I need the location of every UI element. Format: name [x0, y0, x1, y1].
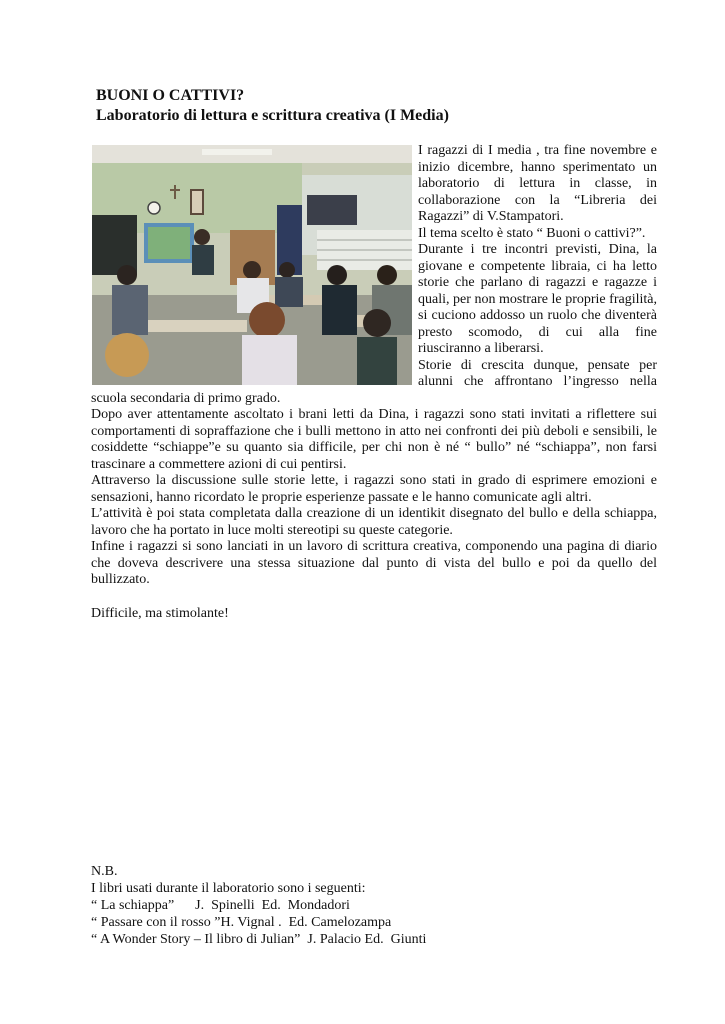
title-line-2: Laboratorio di lettura e scrittura creativa (I Media) — [96, 107, 449, 124]
book-notes — [91, 863, 657, 948]
closing-line: Difficile, ma stimolante! — [91, 605, 229, 621]
paragraph-meetings: Durante i tre incontri previsti, Dina, la giovane e competente libraia, ci ha letto storie che parlano di ragazzi e ragazze i quali, per non mostrare le proprie fragilità, si cuciono addosso un ruolo che diventerà presto scomodo, di cui alla fine riusciranno a liberarsi. — [418, 242, 657, 356]
paragraph-intro: I ragazzi di I media , tra fine novembre e inizio dicembre, hanno sperimentato un laboratorio di lettura in classe, in collaborazione con la “Libreria dei Ragazzi” di V.Stampatori. — [418, 143, 657, 224]
title-line-1: BUONI O CATTIVI? — [96, 87, 245, 104]
paragraph-writing: Infine i ragazzi si sono lanciati in un lavoro di scrittura creativa, componendo una pagina di diario che doveva descrivere una stessa situazione dal punto di vista del bullo e poi da quello del bullizzato. — [91, 539, 657, 587]
book-item: “ Passare con il rosso ”H. Vignal . Ed. Camelozampa — [91, 915, 392, 930]
book-item: “ A Wonder Story – Il libro di Julian” J. Palacio Ed. Giunti — [91, 932, 427, 947]
paragraph-growth: Storie di crescita dunque, pensate per alunni che affrontano l’ingresso nella scuola secondaria di primo grado. — [91, 357, 657, 406]
document-title — [96, 86, 656, 126]
notes-label: N.B. — [91, 864, 118, 879]
paragraph-reflection: Dopo aver attentamente ascoltato i brani letti da Dina, i ragazzi sono stati invitati a riflettere sui comportamenti di sopraffazione che i bulli mettono in atto nei confronti dei più deboli e sensibili, le cosiddette “schiappe”e su quanto sia difficile, per chi non è né “ bullo” né “schiappa”, non farsi trascinare a commettere azioni di cui pentirsi. — [91, 407, 657, 472]
paragraph-identikit: L’attività è poi stata completata dalla creazione di un identikit disegnato del bullo e della schiappa, lavoro che ha portato in luce molti stereotipi su queste categorie. — [91, 506, 657, 538]
paragraph-theme: Il tema scelto è stato “ Buoni o cattivi?”. — [418, 225, 646, 241]
paragraph-discussion: Attraverso la discussione sulle storie lette, i ragazzi sono stati in grado di esprimere emozioni e sensazioni, hanno ricordato le proprie esperienze passate e le hanno comunicate agli altri. — [91, 473, 657, 505]
article-body — [91, 143, 657, 622]
notes-intro: I libri usati durante il laboratorio sono i seguenti: — [91, 881, 366, 896]
book-item: “ La schiappa” J. Spinelli Ed. Mondadori — [91, 898, 350, 913]
photo-spacer — [91, 143, 418, 390]
